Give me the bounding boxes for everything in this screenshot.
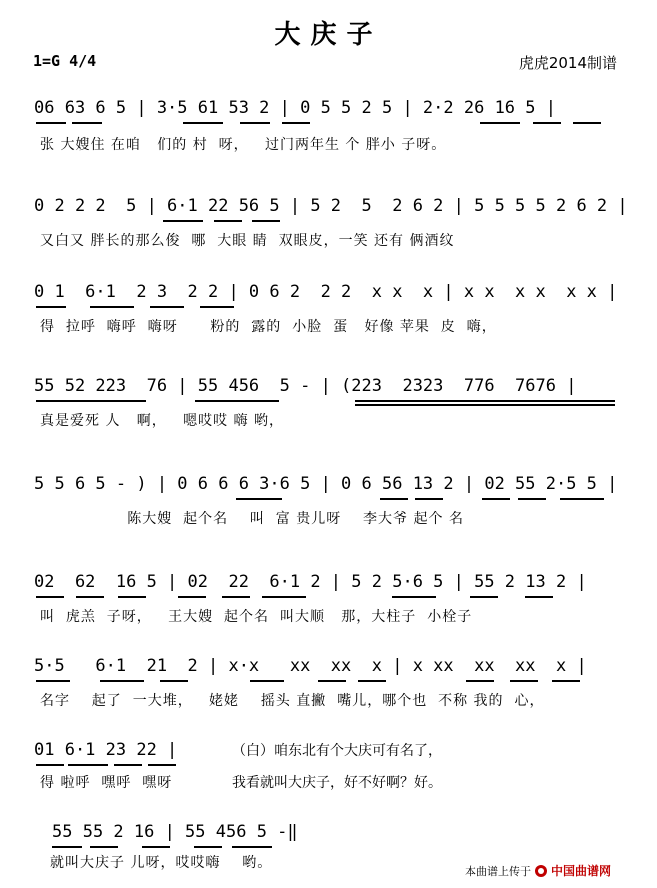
underline: [150, 306, 184, 308]
underline: [160, 680, 188, 682]
underline: [380, 498, 408, 500]
notes-line-6: 02 62 16 5 | 02 22 6·1 2 | 5 2 5·6 5 | 55 2 13 2 |: [34, 572, 587, 592]
underline: [470, 596, 498, 598]
underline: [36, 764, 64, 766]
spoken-line-2: 我看就叫大庆子，好不好啊？好。: [232, 775, 442, 791]
underline: [52, 846, 82, 848]
underline: [525, 596, 553, 598]
underline: [36, 680, 70, 682]
underline: [142, 846, 170, 848]
underline: [72, 122, 102, 124]
underline: [90, 306, 134, 308]
underline: [194, 846, 222, 848]
underline: [415, 498, 443, 500]
lyrics-line-1: 张 大嫂住 在咱 们的 村 呀， 过门两年生 个 胖小 子呀。: [40, 137, 447, 153]
underline: [552, 680, 580, 682]
underline: [195, 400, 279, 402]
key-signature: 1=G 4/4: [33, 52, 97, 70]
site-name-link[interactable]: 中国曲谱网: [551, 864, 612, 878]
underline: [178, 596, 206, 598]
lyrics-line-5: 陈大嫂 起个名 叫 富 贵儿呀 李大爷 起个 名: [40, 511, 464, 527]
underline: [355, 400, 615, 402]
underline: [118, 596, 146, 598]
underline: [318, 680, 346, 682]
site-logo-icon: [535, 865, 547, 877]
lyrics-line-7: 名字 起了 一大堆， 姥姥 摇头 直撇 嘴儿，哪个也 不称 我的 心，: [40, 693, 545, 709]
underline: [250, 680, 284, 682]
underline: [76, 596, 104, 598]
underline: [68, 764, 108, 766]
footer-credit: [465, 862, 611, 879]
underline: [163, 220, 203, 222]
notes-line-7: 5·5 6·1 21 2 | x·x xx xx x | x xx xx xx x |: [34, 656, 587, 676]
score-title: 大庆子: [274, 20, 383, 50]
upload-text: 本曲谱上传于: [465, 864, 531, 878]
underline: [533, 122, 561, 124]
underline: [358, 680, 386, 682]
underline: [148, 764, 176, 766]
notes-line-2: 0 2 2 2 5 | 6·1 22 56 5 | 5 2 5 2 6 2 | 5 5 5 5 2 6 2 |: [34, 196, 628, 216]
underline: [90, 846, 118, 848]
author-credit: 虎虎2014制谱: [518, 54, 617, 72]
underline: [214, 220, 242, 222]
underline: [466, 680, 494, 682]
notes-line-1: 06 63 6 5 | 3·5 61 53 2 | 0 5 5 2 5 | 2·2 26 16 5 |: [34, 98, 556, 118]
underline: [183, 122, 223, 124]
notes-line-4: 55 52 223 76 | 55 456 5 - | (223 2323 776 7676 |: [34, 376, 577, 396]
notes-line-5: 5 5 6 5 - ) | 0 6 6 6 3·6 5 | 0 6 56 13 2 | 02 55 2·5 5 |: [34, 474, 618, 494]
underline: [282, 122, 310, 124]
lyrics-line-6: 叫 虎羔 子呀， 王大嫂 起个名 叫大顺 那，大柱子 小栓子: [40, 609, 473, 625]
lyrics-line-9: 就叫大庆子 儿呀，哎哎嗨 哟。: [50, 855, 273, 871]
underline: [518, 498, 546, 500]
underline: [36, 122, 66, 124]
underline: [510, 680, 538, 682]
underline: [100, 680, 144, 682]
underline: [36, 306, 66, 308]
underline: [480, 122, 520, 124]
underline: [232, 846, 272, 848]
underline: [355, 404, 615, 406]
underline: [36, 596, 64, 598]
underline: [392, 596, 436, 598]
underline: [560, 498, 604, 500]
underline: [36, 400, 146, 402]
underline: [114, 764, 142, 766]
spoken-line-1: （白）咱东北有个大庆可有名了，: [232, 743, 442, 759]
underline: [200, 306, 234, 308]
lyrics-line-4: 真是爱死 人 啊， 嗯哎哎 嗨 哟，: [40, 413, 285, 429]
underline: [240, 122, 270, 124]
notes-line-8: 01 6·1 23 22 |: [34, 740, 178, 760]
lyrics-line-8: 得 啦呼 嘿呼 嘿呀: [40, 775, 173, 791]
underline: [482, 498, 510, 500]
lyrics-line-2: 又白又 胖长的那么俊 哪 大眼 睛 双眼皮，一笑 还有 俩酒纹: [40, 233, 455, 249]
underline: [262, 596, 306, 598]
underline: [573, 122, 601, 124]
notes-line-3: 0 1 6·1 2 3 2 2 | 0 6 2 2 2 x x x | x x x x x x |: [34, 282, 618, 302]
underline: [236, 498, 282, 500]
underline: [252, 220, 280, 222]
notes-line-9: 55 55 2 16 | 55 456 5 -‖: [52, 822, 298, 842]
underline: [222, 596, 250, 598]
lyrics-line-3: 得 拉呼 嗨呼 嗨呀 粉的 露的 小脸 蛋 好像 苹果 皮 嗨，: [40, 319, 497, 335]
